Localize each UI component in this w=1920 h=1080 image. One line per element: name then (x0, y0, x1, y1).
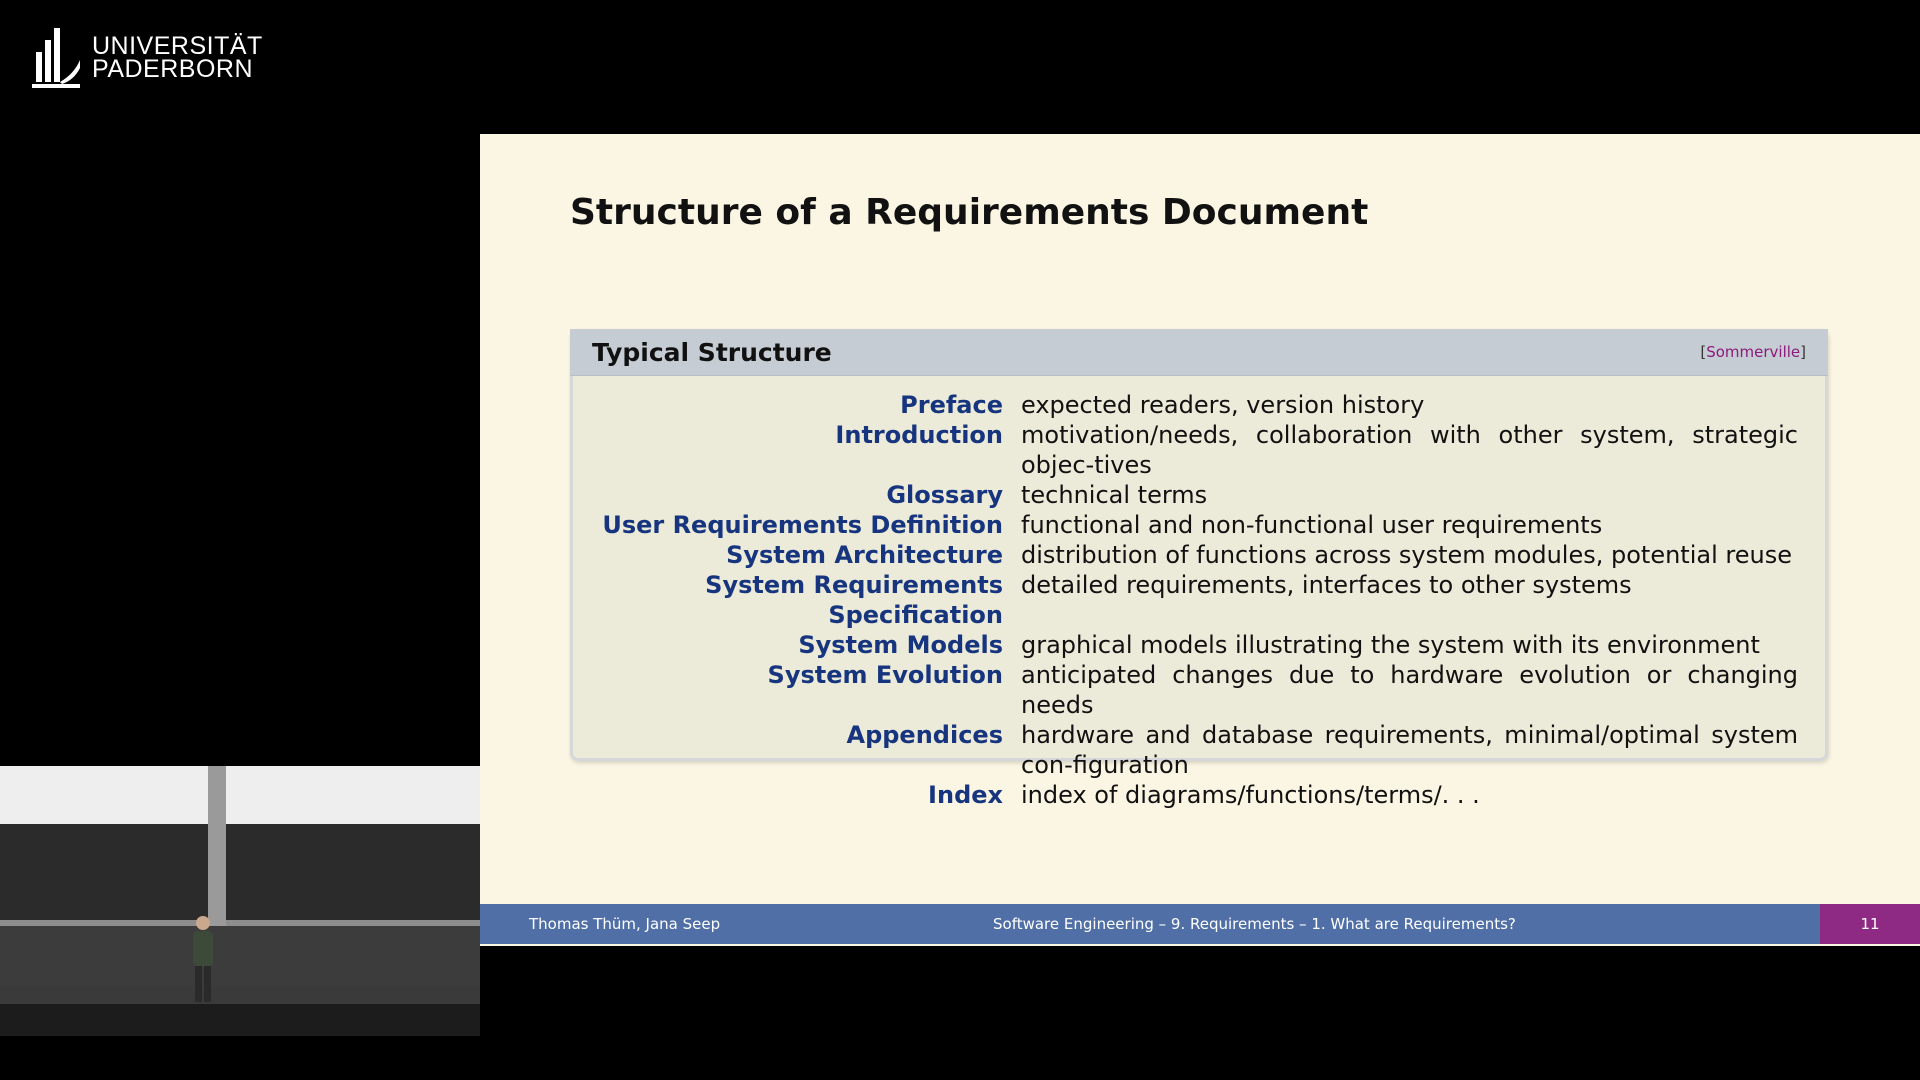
list-item (592, 630, 1798, 660)
logo-line-2: PADERBORN (92, 55, 254, 83)
camera-blackboard (0, 824, 480, 920)
list-item (592, 660, 1798, 720)
item-description: graphical models illustrating the system with its environment (1021, 631, 1760, 659)
item-description: detailed requirements, interfaces to other systems (1021, 571, 1632, 599)
item-term: System Evolution (767, 661, 1003, 689)
typical-structure-block (570, 329, 1828, 809)
item-term: Introduction (835, 421, 1003, 449)
item-term: Index (928, 781, 1003, 809)
list-item (592, 480, 1798, 510)
list-item (592, 720, 1798, 780)
item-description: hardware and database requirements, minimal/optimal system con-figuration (1021, 721, 1798, 779)
list-item (592, 510, 1798, 540)
citation-link[interactable]: Sommerville (1706, 343, 1801, 361)
item-term: User Requirements Definition (602, 511, 1003, 539)
item-description: functional and non-functional user requirements (1021, 511, 1603, 539)
item-term: System Requirements Specification (705, 571, 1003, 629)
item-description: expected readers, version history (1021, 391, 1425, 419)
slide-footer (480, 904, 1920, 944)
item-description: motivation/needs, collaboration with other system, strategic objec-tives (1021, 421, 1798, 479)
logo-wordmark (92, 32, 263, 83)
logo-line-1: UNIVERSITÄT (92, 32, 263, 60)
page-number: 11 (1820, 904, 1920, 944)
presentation-slide (480, 134, 1920, 946)
list-item (592, 540, 1798, 570)
item-term: System Architecture (726, 541, 1003, 569)
structure-list (570, 376, 1828, 810)
citation (1700, 343, 1806, 361)
item-description: anticipated changes due to hardware evolution or changing needs (1021, 661, 1798, 719)
list-item (592, 780, 1798, 810)
item-description: index of diagrams/functions/terms/. . . (1021, 781, 1480, 809)
list-item (592, 420, 1798, 480)
citation-close-bracket: ] (1800, 343, 1806, 361)
item-description: technical terms (1021, 481, 1208, 509)
camera-desk-row (0, 1004, 480, 1036)
footer-authors: Thomas Thüm, Jana Seep (529, 915, 721, 933)
list-item (592, 390, 1798, 420)
lecturer-camera-feed (0, 766, 480, 1036)
university-logo (30, 26, 263, 90)
lecturer-figure-icon (186, 914, 220, 1004)
camera-pillar (208, 766, 226, 926)
item-term: Preface (900, 391, 1003, 419)
camera-lower-board (0, 926, 480, 986)
footer-bar (480, 904, 1820, 944)
block-header (570, 329, 1828, 376)
item-term: System Models (798, 631, 1003, 659)
footer-course-title: Software Engineering – 9. Requirements – 1. What are Requirements? (993, 915, 1516, 933)
citation-open-bracket: [ (1700, 343, 1707, 361)
slide-title: Structure of a Requirements Document (570, 192, 1369, 233)
item-term: Appendices (846, 721, 1003, 749)
list-item (592, 570, 1798, 630)
camera-ceiling (0, 766, 480, 824)
item-description: distribution of functions across system modules, potential reuse (1021, 541, 1792, 569)
item-term: Glossary (886, 481, 1003, 509)
university-logo-icon (30, 26, 82, 90)
block-title: Typical Structure (592, 337, 832, 367)
